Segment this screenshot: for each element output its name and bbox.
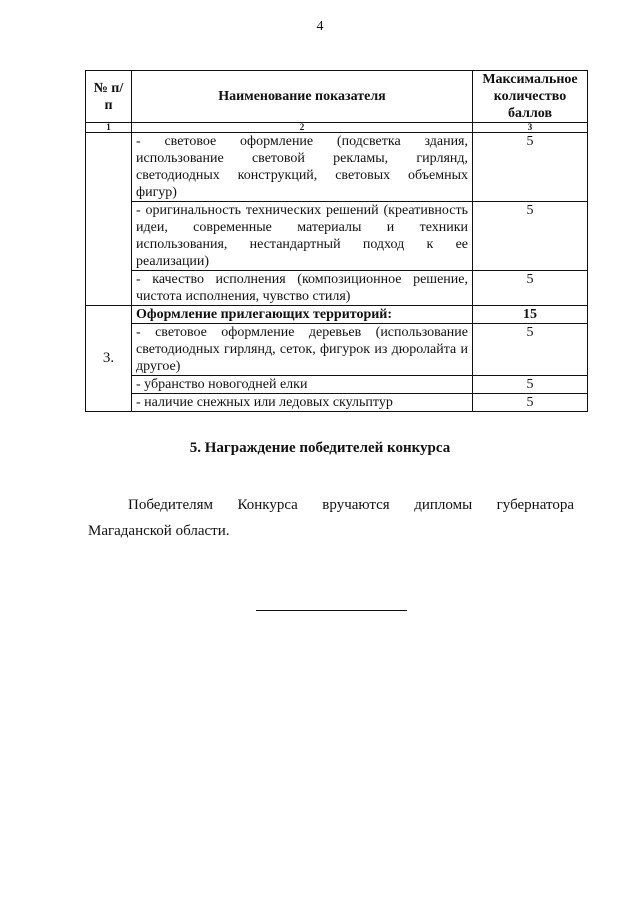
row-num-cell: 3. (86, 306, 132, 412)
table-row (86, 376, 588, 394)
criterion-name: - световое оформление деревьев (использование светодиодных гирлянд, сеток, фигурок из дюролайта и другое) (132, 324, 473, 376)
header-name: Наименование показателя (132, 71, 473, 123)
section-criterion-name: Оформление прилегающих территорий: (132, 306, 473, 324)
table-row (86, 324, 588, 376)
criterion-points: 5 (473, 394, 588, 412)
criterion-points: 5 (473, 202, 588, 271)
criteria-table (85, 70, 588, 412)
column-index-row (86, 123, 588, 133)
criterion-name: - оригинальность технических решений (креативность идеи, современные материалы и техники использования, нестандартный подход к ее реализации) (132, 202, 473, 271)
column-index: 1 (86, 123, 132, 133)
table-row (86, 306, 588, 324)
table-row (86, 202, 588, 271)
section-title: 5. Награждение победителей конкурса (189, 440, 451, 456)
signature-line (256, 610, 407, 611)
table-row (86, 271, 588, 306)
table-row (86, 133, 588, 202)
criterion-points: 5 (473, 271, 588, 306)
body-paragraph: Победителям Конкурса вручаются дипломы губернатора Магаданской области. (88, 497, 574, 539)
row-num-cell (86, 133, 132, 306)
page-number: 4 (316, 19, 324, 34)
table-row (86, 394, 588, 412)
header-points: Максимальное количество баллов (473, 71, 588, 123)
criterion-points: 5 (473, 324, 588, 376)
criterion-name: - качество исполнения (композиционное решение, чистота исполнения, чувство стиля) (132, 271, 473, 306)
criterion-name: - световое оформление (подсветка здания, использование световой рекламы, гирлянд, светодиодных конструкций, световых объемных фигур) (132, 133, 473, 202)
column-index: 2 (132, 123, 473, 133)
criterion-name: - убранство новогодней елки (132, 376, 473, 394)
criterion-points: 5 (473, 133, 588, 202)
table-header-row (86, 71, 588, 123)
header-num: № п/п (86, 71, 132, 123)
criterion-points: 5 (473, 376, 588, 394)
column-index: 3 (473, 123, 588, 133)
section-criterion-points: 15 (473, 306, 588, 324)
criterion-name: - наличие снежных или ледовых скульптур (132, 394, 473, 412)
